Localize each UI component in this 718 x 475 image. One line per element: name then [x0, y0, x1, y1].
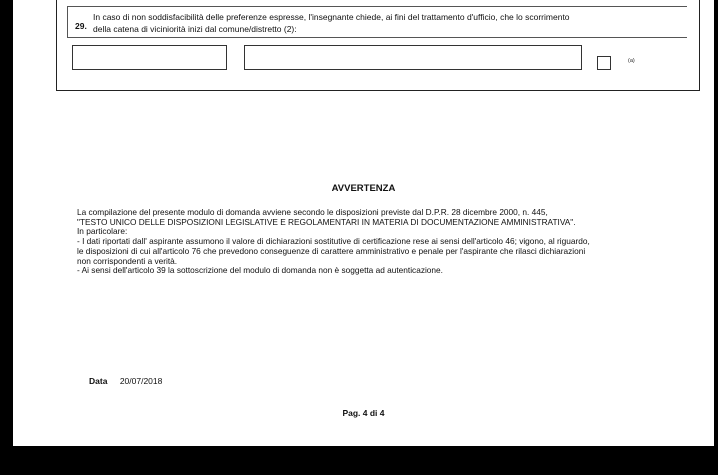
avvertenza-line: - I dati riportati dall' aspirante assumono il valore di dichiarazioni sostitutive di certificazione rese ai sensi dell'articolo 46; vigono, al riguardo,	[77, 236, 590, 247]
document-page	[13, 0, 714, 446]
checkbox-note: (a)	[628, 58, 635, 64]
question-text-line-1: In caso di non soddisfacibilità delle preferenze espresse, l'insegnante chiede, ai fini del trattamento d'ufficio, che lo scorrimento	[93, 12, 570, 22]
option-checkbox[interactable]	[597, 56, 611, 70]
avvertenza-line: le disposizioni di cui all'articolo 76 che prevedono conseguenze di carattere amministrativo e penale per l'aspirante che rilasci dichiarazioni	[77, 245, 586, 256]
avvertenza-line: "TESTO UNICO DELLE DISPOSIZIONI LEGISLATIVE E REGOLAMENTARI IN MATERIA DI DOCUMENTAZIONE AMMINISTRATIVA".	[77, 216, 576, 227]
date-row	[89, 376, 162, 386]
page-number: Pag. 4 di 4	[342, 408, 385, 418]
comune-name-field[interactable]	[244, 45, 582, 70]
avvertenza-line: In particolare:	[77, 226, 128, 237]
question-text-line-2: della catena di viciniorità inizi dal comune/distretto (2):	[93, 24, 297, 34]
avvertenza-line: non corrispondenti a verità.	[77, 255, 178, 266]
comune-code-field[interactable]	[72, 45, 227, 70]
question-number: 29.	[75, 21, 87, 31]
date-value: 20/07/2018	[119, 376, 163, 386]
avvertenza-line: - Ai sensi dell'articolo 39 la sottoscrizione del modulo di domanda non è soggetta ad autenticazione.	[77, 265, 443, 276]
avvertenza-title: AVVERTENZA	[331, 183, 396, 194]
avvertenza-text	[77, 208, 707, 276]
date-label: Data	[89, 376, 108, 386]
avvertenza-line: La compilazione del presente modulo di domanda avviene secondo le disposizioni previste dal D.P.R. 28 dicembre 2000, n. 445,	[77, 207, 548, 217]
